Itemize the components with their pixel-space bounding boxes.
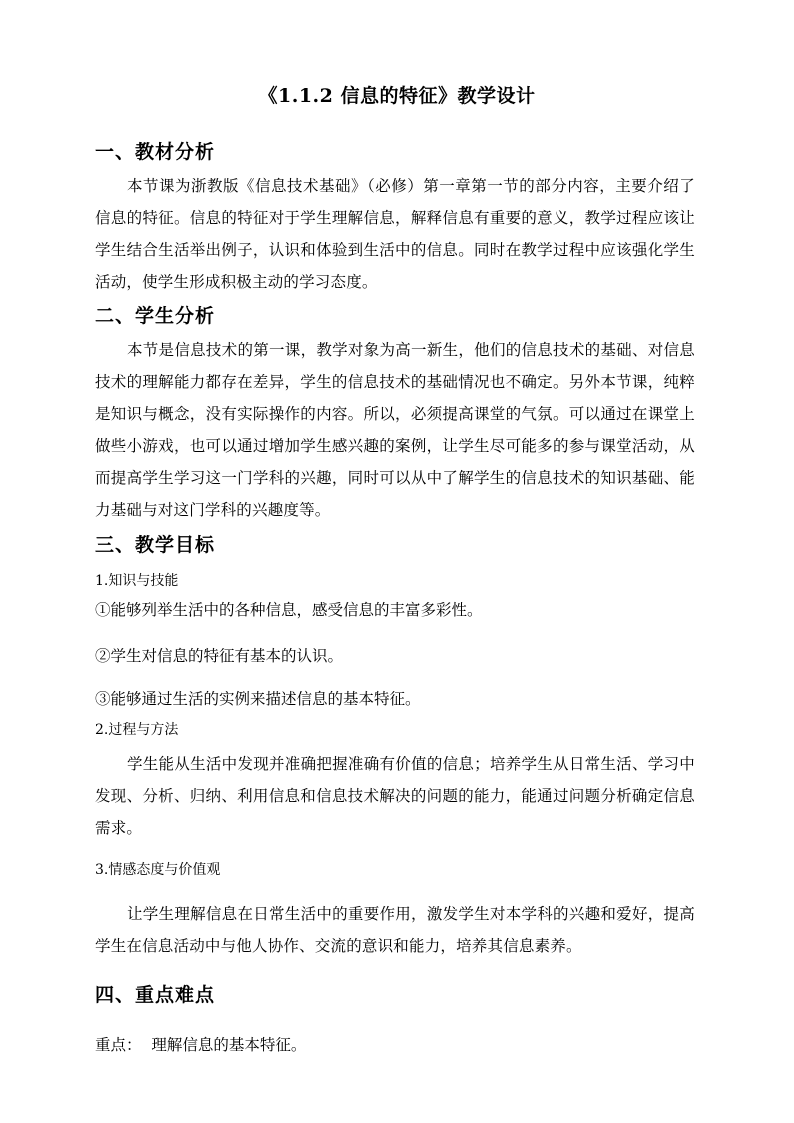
section-heading-textbook-analysis: 一、教材分析 — [95, 141, 216, 163]
goal-item-3: ③能够通过生活的实例来描述信息的基本特征。 — [95, 690, 421, 708]
goal-item-1: ①能够列举生活中的各种信息，感受信息的丰富多彩性。 — [95, 601, 483, 619]
goal-item-2: ②学生对信息的特征有基本的认识。 — [95, 647, 344, 665]
subheading-knowledge-skills: 1.知识与技能 — [95, 573, 179, 589]
section-heading-teaching-goals: 三、教学目标 — [95, 534, 216, 556]
subheading-process-methods: 2.过程与方法 — [95, 722, 179, 738]
section-heading-student-analysis: 二、学生分析 — [95, 305, 216, 327]
paragraph-textbook-analysis: 本节课为浙教版《信息技术基础》（必修）第一章第一节的部分内容，主要介绍了信息的特征。信息的特征对于学生理解信息，解释信息有重要的意义，教学过程应该让学生结合生活举出例子，认识和体验到生活中的信息。同时在教学过程中应该强化学生活动，使学生形成积极主动的学习态度。 — [95, 177, 695, 291]
paragraph-emotions-values: 让学生理解信息在日常生活中的重要作用，激发学生对本学科的兴趣和爱好，提高学生在信息活动中与他人协作、交流的意识和能力，培养其信息素养。 — [95, 905, 695, 955]
paragraph-student-analysis: 本节是信息技术的第一课，教学对象为高一新生，他们的信息技术的基础、对信息技术的理解能力都存在差异，学生的信息技术的基础情况也不确定。另外本节课，纯粹是知识与概念，没有实际操作的内容。所以，必须提高课堂的气氛。可以通过在课堂上做些小游戏，也可以通过增加学生感兴趣的案例，让学生尽可能多的参与课堂活动，从而提高学生学习这一门学科的兴趣，同时可以从中了解学生的信息技术的知识基础、能力基础与对这门学科的兴趣度等。 — [95, 341, 695, 519]
key-point-text: 重点： 理解信息的基本特征。 — [95, 1036, 307, 1054]
paragraph-process-methods: 学生能从生活中发现并准确把握准确有价值的信息；培养学生从日常生活、学习中发现、分析、归纳、利用信息和信息技术解决的问题的能力，能通过问题分析确定信息需求。 — [95, 755, 695, 837]
section-heading-key-difficulties: 四、重点难点 — [95, 984, 216, 1006]
subheading-emotions-values: 3.情感态度与价值观 — [95, 862, 221, 878]
document-title: 《1.1.2 信息的特征》教学设计 — [258, 85, 536, 107]
